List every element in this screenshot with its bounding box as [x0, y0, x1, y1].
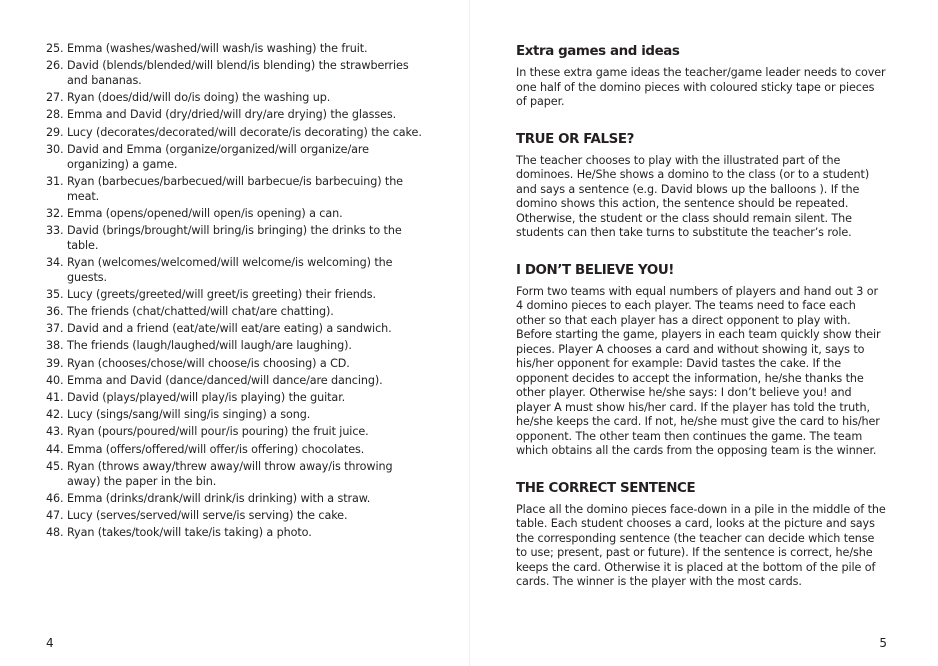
section-correct-sentence: [516, 480, 888, 590]
list-item: [46, 509, 426, 524]
item-text: Lucy (serves/served/will serve/is serving) the cake.: [67, 508, 348, 522]
item-text: Emma (offers/offered/will offer/is offering) chocolates.: [67, 442, 365, 456]
item-number: 31.: [46, 174, 64, 188]
section-extra-games: [516, 43, 888, 110]
item-text: Emma (opens/opened/will open/is opening) a can.: [67, 206, 343, 220]
item-text: Lucy (sings/sang/will sing/is singing) a song.: [67, 408, 311, 422]
section-body: Form two teams with equal numbers of players and hand out 3 or 4 domino pieces to each player. The teams need to face each other so that each player has a direct opponent to play with. Before starting the game, players in each team quickly show their pieces. Player A chooses a card and without showing it, says to his/her opponent for example: David tastes the cake. If the opponent decides to accept the information, he/she thanks the other player. Otherwise he/she says: I don’t believe you! and player A must show his/her card. If the player has told the truth, he/she keeps the card. If not, he/she must give the card to his/her opponent. The other team then continues the game. The team which obtains all the cards from the opposing team is the winner.: [516, 284, 881, 457]
item-text: Ryan (takes/took/will take/is taking) a photo.: [67, 526, 312, 540]
list-item: [46, 322, 426, 337]
section-title: TRUE OR FALSE?: [516, 131, 634, 147]
list-item: [46, 224, 426, 254]
item-text: David and a friend (eat/ate/will eat/are eating) a sandwich.: [67, 322, 392, 336]
item-number: 28.: [46, 108, 64, 122]
list-item: [46, 374, 426, 389]
item-number: 46.: [46, 491, 64, 505]
list-item: [46, 492, 426, 507]
item-text: Lucy (decorates/decorated/will decorate/is decorating) the cake.: [67, 125, 422, 139]
item-text: Ryan (barbecues/barbecued/will barbecue/is barbecuing) the meat.: [67, 174, 403, 203]
right-page: [469, 0, 938, 666]
item-text: Ryan (throws away/threw away/will throw away/is throwing away) the paper in the bin.: [67, 459, 393, 488]
item-number: 35.: [46, 287, 64, 301]
item-number: 33.: [46, 223, 64, 237]
page-number: 5: [879, 636, 887, 650]
item-text: Ryan (does/did/will do/is doing) the washing up.: [67, 91, 331, 105]
list-item: [46, 305, 426, 320]
item-number: 27.: [46, 91, 64, 105]
item-number: 45.: [46, 459, 64, 473]
item-text: David (plays/played/will play/is playing) the guitar.: [67, 390, 346, 404]
item-number: 44.: [46, 442, 64, 456]
item-number: 41.: [46, 390, 64, 404]
item-text: Emma (drinks/drank/will drink/is drinking) with a straw.: [67, 491, 371, 505]
item-number: 25.: [46, 42, 64, 55]
item-number: 40.: [46, 373, 64, 387]
item-text: Ryan (chooses/chose/will choose/is choosing) a CD.: [67, 356, 350, 370]
item-text: The friends (chat/chatted/will chat/are chatting).: [67, 305, 334, 319]
exercise-list: [46, 42, 426, 543]
list-item: [46, 526, 426, 541]
item-number: 39.: [46, 356, 64, 370]
list-item: [46, 126, 426, 141]
list-item: [46, 339, 426, 354]
item-number: 32.: [46, 206, 64, 220]
item-number: 37.: [46, 322, 64, 336]
item-text: Ryan (welcomes/welcomed/will welcome/is welcoming) the guests.: [67, 255, 393, 284]
item-number: 29.: [46, 125, 64, 139]
list-item: [46, 288, 426, 303]
list-item: [46, 91, 426, 106]
section-body: In these extra game ideas the teacher/game leader needs to cover one half of the domino pieces with coloured sticky tape or pieces of paper.: [516, 66, 886, 108]
section-i-dont-believe-you: [516, 262, 888, 459]
section-title: I DON’T BELIEVE YOU!: [516, 262, 675, 278]
list-item: [46, 256, 426, 286]
list-item: [46, 460, 426, 490]
list-item: [46, 108, 426, 123]
section-body: The teacher chooses to play with the illustrated part of the dominoes. He/She shows a domino to the class (or to a student) and says a sentence (e.g. David blows up the balloons ). If the domino shows this action, the sentence should be repeated. Otherwise, the student or the class should remain silent. The students can then take turns to substitute the teacher’s role.: [516, 153, 870, 239]
games-content: [516, 43, 888, 611]
section-title: THE CORRECT SENTENCE: [516, 480, 696, 496]
item-text: Emma and David (dry/dried/will dry/are drying) the glasses.: [67, 108, 397, 122]
list-item: [46, 408, 426, 423]
list-item: [46, 42, 426, 57]
item-number: 26.: [46, 59, 64, 73]
item-number: 38.: [46, 339, 64, 353]
page-number: 4: [46, 636, 54, 650]
item-number: 34.: [46, 255, 64, 269]
item-number: 47.: [46, 508, 64, 522]
item-text: The friends (laugh/laughed/will laugh/are laughing).: [67, 339, 352, 353]
item-number: 30.: [46, 142, 64, 156]
list-item: [46, 425, 426, 440]
section-title: Extra games and ideas: [516, 44, 680, 59]
list-item: [46, 443, 426, 458]
item-text: David (brings/brought/will bring/is bringing) the drinks to the table.: [67, 223, 402, 252]
list-item: [46, 357, 426, 372]
item-number: 36.: [46, 305, 64, 319]
item-text: David and Emma (organize/organized/will organize/are organizing) a game.: [67, 142, 369, 171]
item-text: Lucy (greets/greeted/will greet/is greeting) their friends.: [67, 287, 376, 301]
item-number: 43.: [46, 425, 64, 439]
item-number: 48.: [46, 526, 64, 540]
list-item: [46, 175, 426, 205]
section-true-or-false: [516, 131, 888, 241]
list-item: [46, 391, 426, 406]
item-text: Ryan (pours/poured/will pour/is pouring) the fruit juice.: [67, 425, 369, 439]
list-item: [46, 207, 426, 222]
list-item: [46, 59, 426, 89]
item-text: David (blends/blended/will blend/is blending) the strawberries and bananas.: [67, 59, 409, 87]
item-number: 42.: [46, 408, 64, 422]
item-text: Emma (washes/washed/will wash/is washing) the fruit.: [67, 42, 368, 55]
item-text: Emma and David (dance/danced/will dance/are dancing).: [67, 373, 383, 387]
section-body: Place all the domino pieces face-down in a pile in the middle of the table. Each student chooses a card, looks at the picture and says the corresponding sentence (the teacher can decide which tense to use; present, past or future). If the sentence is correct, he/she keeps the card. Otherwise it is placed at the bottom of the pile of cards. The winner is the player with the most cards.: [516, 502, 886, 588]
list-item: [46, 143, 426, 173]
